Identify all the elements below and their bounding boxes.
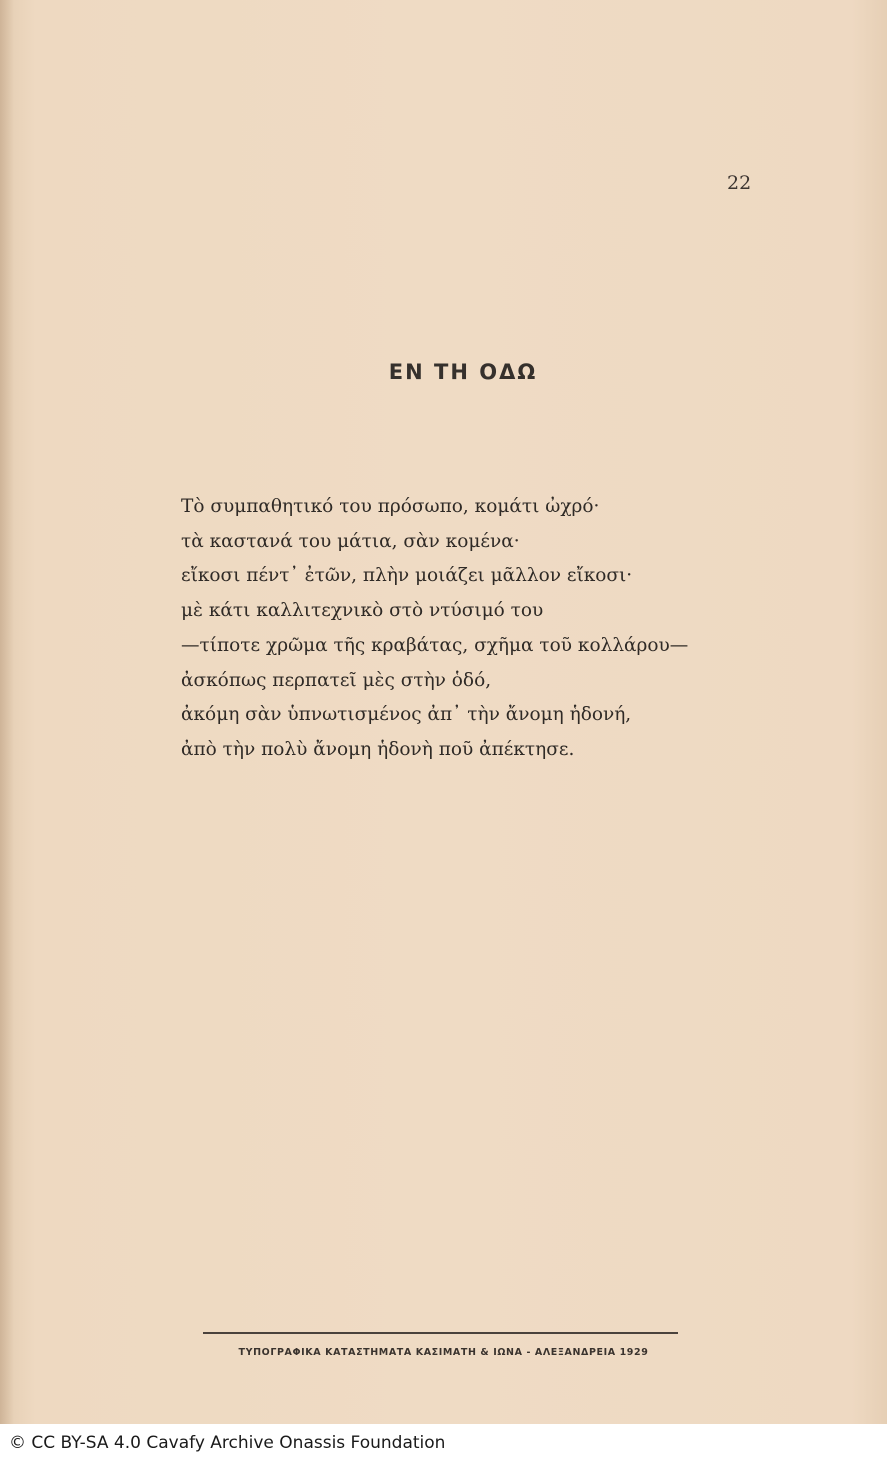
poem-line: ἀσκόπως περπατεῖ μὲς στὴν ὁδό, [181,669,492,691]
copyright-credit: © CC BY-SA 4.0 Cavafy Archive Onassis Foundation [9,1433,446,1453]
printer-imprint: ΤΥΠΟΓΡΑΦΙΚΑ ΚΑΤΑΣΤΗΜΑΤΑ ΚΑΣΙΜΑΤΗ & ΙΩΝΑ - ΑΛΕΞΑΝΔΡΕΙΑ 1929 [238,1347,649,1358]
poem-line: τὰ καστανά του μάτια, σὰν κομένα· [181,530,520,552]
poem-line: ἀπὸ τὴν πολὺ ἄνομη ἡδονὴ ποῦ ἀπέκτησε. [181,738,575,760]
poem-line: μὲ κάτι καλλιτεχνικὸ στὸ ντύσιμό του [181,600,544,622]
poem-line: εἴκοσι πέντ᾽ ἐτῶν, πλὴν μοιάζει μᾶλλον εἴκοσι· [181,565,633,587]
poem-line: —τίποτε χρῶμα τῆς κραβάτας, σχῆμα τοῦ κολλάρου— [181,634,689,656]
page-number: 22 [727,172,752,194]
poem-body [181,490,688,768]
poem-line: ἀκόμη σὰν ὑπνωτισμένος ἀπ᾽ τὴν ἄνομη ἡδονή, [181,704,632,726]
footer-rule [203,1332,678,1334]
poem-line: Τὸ συμπαθητικό του πρόσωπο, κομάτι ὠχρό· [181,496,600,517]
poem-title: ΕΝ ΤΗ ΟΔΩ [388,360,538,384]
